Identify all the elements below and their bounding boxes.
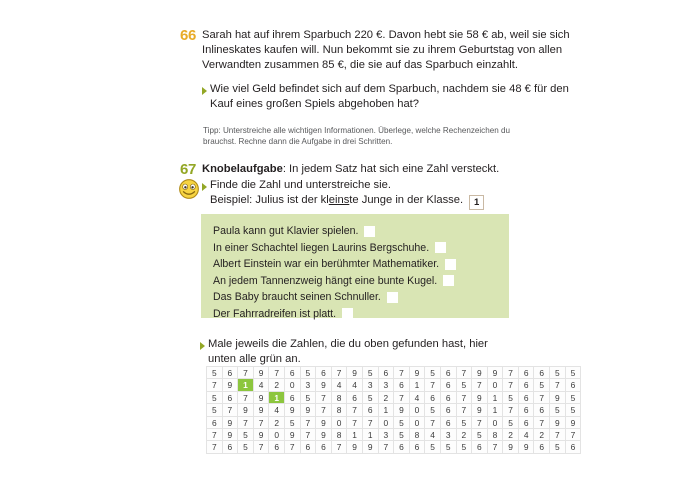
grid-cell[interactable]: 9 bbox=[285, 404, 301, 416]
grid-cell[interactable]: 7 bbox=[332, 441, 348, 453]
grid-cell[interactable]: 5 bbox=[394, 417, 410, 429]
grid-cell[interactable]: 7 bbox=[223, 404, 239, 416]
grid-cell[interactable]: 7 bbox=[534, 417, 550, 429]
grid-cell[interactable]: 7 bbox=[503, 404, 519, 416]
grid-cell[interactable]: 6 bbox=[441, 379, 457, 391]
sentence-row bbox=[213, 289, 497, 306]
grid-cell[interactable]: 7 bbox=[472, 379, 488, 391]
grid-cell[interactable]: 9 bbox=[223, 417, 239, 429]
grid-cell[interactable]: 1 bbox=[363, 429, 379, 441]
grid-cell[interactable]: 7 bbox=[394, 392, 410, 404]
example-answer-box[interactable]: 1 bbox=[469, 195, 484, 210]
grid-cell[interactable]: 4 bbox=[425, 429, 441, 441]
grid-cell[interactable]: 7 bbox=[472, 417, 488, 429]
grid-cell[interactable]: 5 bbox=[394, 429, 410, 441]
grid-cell[interactable]: 9 bbox=[550, 417, 566, 429]
grid-cell[interactable]: 9 bbox=[363, 441, 379, 453]
smiley-face-icon bbox=[178, 178, 200, 200]
grid-cell[interactable]: 5 bbox=[441, 441, 457, 453]
sentence-row bbox=[213, 273, 497, 290]
grid-cell[interactable]: 7 bbox=[457, 367, 473, 379]
grid-cell[interactable]: 4 bbox=[332, 379, 348, 391]
grid-cell[interactable]: 6 bbox=[316, 367, 332, 379]
exercise-66 bbox=[180, 28, 580, 112]
exercise-67-title: Knobelaufgabe bbox=[202, 163, 283, 175]
grid-cell[interactable]: 5 bbox=[425, 441, 441, 453]
grid-cell[interactable]: 5 bbox=[503, 392, 519, 404]
exercise-67-instruction-line bbox=[202, 178, 582, 193]
sentence-checkbox[interactable] bbox=[387, 292, 398, 303]
sentence-row bbox=[213, 256, 497, 273]
sentence-text: Das Baby braucht seinen Schnuller. bbox=[213, 291, 381, 304]
grid-cell[interactable]: 5 bbox=[550, 404, 566, 416]
sentence-text: Albert Einstein war ein berühmter Mathematiker. bbox=[213, 258, 440, 271]
grid-cell[interactable]: 5 bbox=[457, 441, 473, 453]
grid-cell[interactable]: 4 bbox=[410, 392, 426, 404]
grid-cell[interactable]: 8 bbox=[332, 404, 348, 416]
grid-cell[interactable]: 6 bbox=[394, 379, 410, 391]
exercise-67-body bbox=[202, 162, 580, 177]
exercise-67-title-rest: : In jedem Satz hat sich eine Zahl versteckt. bbox=[282, 163, 500, 175]
grid-cell[interactable]: 9 bbox=[472, 404, 488, 416]
grid-cell[interactable]: 6 bbox=[472, 441, 488, 453]
grid-cell[interactable]: 5 bbox=[363, 392, 379, 404]
grid-cell[interactable]: 6 bbox=[519, 392, 535, 404]
grid-cell[interactable]: 9 bbox=[223, 379, 239, 391]
grid-cell[interactable]: 9 bbox=[316, 429, 332, 441]
exercise-67 bbox=[180, 162, 580, 178]
grid-cell[interactable]: 6 bbox=[566, 441, 582, 453]
exercise-66-tip: Tipp: Unterstreiche alle wichtigen Informationen. Überlege, welche Rechenzeichen du brauchst. Rechne dann die Aufgabe in drei Schritten. bbox=[203, 126, 510, 146]
grid-cell[interactable]: 6 bbox=[519, 417, 535, 429]
grid-cell[interactable]: 6 bbox=[519, 379, 535, 391]
grid-cell[interactable]: 7 bbox=[254, 441, 270, 453]
grid-cell[interactable]: 7 bbox=[316, 392, 332, 404]
grid-cell[interactable]: 6 bbox=[269, 441, 285, 453]
grid-cell[interactable]: 0 bbox=[410, 404, 426, 416]
grid-cell[interactable]: 9 bbox=[254, 404, 270, 416]
grid-cell[interactable]: 6 bbox=[207, 417, 223, 429]
grid-cell[interactable]: 5 bbox=[566, 367, 582, 379]
grid-cell[interactable]: 8 bbox=[332, 392, 348, 404]
grid-cell[interactable]: 6 bbox=[301, 441, 317, 453]
grid-cell[interactable]: 1 bbox=[488, 392, 504, 404]
grid-cell[interactable]: 7 bbox=[457, 404, 473, 416]
exercise-66-question-line bbox=[202, 82, 580, 112]
grid-cell[interactable]: 5 bbox=[301, 367, 317, 379]
sentences-green-box bbox=[201, 214, 509, 318]
grid-cell[interactable]: 7 bbox=[488, 441, 504, 453]
grid-cell[interactable]: 7 bbox=[332, 367, 348, 379]
grid-cell[interactable]: 6 bbox=[347, 392, 363, 404]
grid-cell[interactable]: 7 bbox=[503, 367, 519, 379]
grid-cell[interactable]: 1 bbox=[269, 392, 285, 404]
grid-cell[interactable]: 7 bbox=[238, 392, 254, 404]
grid-cell[interactable]: 7 bbox=[379, 441, 395, 453]
grid-cell[interactable]: 5 bbox=[550, 367, 566, 379]
sentence-row bbox=[213, 306, 497, 323]
example-hidden-number: eins bbox=[328, 194, 350, 207]
exercise-66-paragraph: Sarah hat auf ihrem Sparbuch 220 €. Davon hebt sie 58 € ab, weil sie sich Inlineskates kaufen will. Nun bekommt sie zu ihrem Geburtstag von allen Verwandten zusammen 85 €, die sie auf das Sparbuch einzahlt. bbox=[202, 29, 570, 72]
grid-cell[interactable]: 7 bbox=[363, 417, 379, 429]
grid-cell[interactable]: 7 bbox=[394, 367, 410, 379]
grid-cell[interactable]: 7 bbox=[254, 417, 270, 429]
sentence-row bbox=[213, 223, 497, 240]
grid-cell[interactable]: 6 bbox=[441, 404, 457, 416]
grid-cell[interactable]: 6 bbox=[519, 367, 535, 379]
grid-cell[interactable]: 9 bbox=[316, 417, 332, 429]
grid-cell[interactable]: 9 bbox=[503, 441, 519, 453]
grid-cell[interactable]: 2 bbox=[379, 392, 395, 404]
grid-cell[interactable]: 7 bbox=[550, 429, 566, 441]
grid-cell[interactable]: 5 bbox=[425, 367, 441, 379]
sentence-row bbox=[213, 240, 497, 257]
grid-cell[interactable]: 1 bbox=[238, 379, 254, 391]
sentence-text: An jedem Tannenzweig hängt eine bunte Kugel. bbox=[213, 274, 438, 287]
grid-cell[interactable]: 4 bbox=[347, 379, 363, 391]
grid-cell[interactable]: 7 bbox=[534, 392, 550, 404]
grid-cell[interactable]: 9 bbox=[316, 379, 332, 391]
grid-cell[interactable]: 7 bbox=[301, 429, 317, 441]
grid-cell[interactable]: 6 bbox=[223, 441, 239, 453]
grid-cell[interactable]: 6 bbox=[441, 367, 457, 379]
number-grid[interactable] bbox=[206, 366, 581, 454]
grid-cell[interactable]: 6 bbox=[285, 392, 301, 404]
grid-cell[interactable]: 7 bbox=[550, 379, 566, 391]
grid-cell[interactable]: 5 bbox=[472, 429, 488, 441]
grid-cell[interactable]: 5 bbox=[238, 429, 254, 441]
grid-cell[interactable]: 0 bbox=[269, 429, 285, 441]
grid-cell[interactable]: 1 bbox=[488, 404, 504, 416]
grid-cell[interactable]: 9 bbox=[254, 392, 270, 404]
grid-cell[interactable]: 7 bbox=[269, 367, 285, 379]
exercise-67-number: 67 bbox=[180, 161, 197, 178]
grid-cell[interactable]: 6 bbox=[441, 392, 457, 404]
color-instruction-line bbox=[200, 337, 500, 367]
sentence-checkbox[interactable] bbox=[445, 259, 456, 270]
exercise-67-instruction: Finde die Zahl und unterstreiche sie. bbox=[210, 179, 391, 191]
grid-cell[interactable]: 0 bbox=[332, 417, 348, 429]
grid-cell[interactable]: 9 bbox=[254, 429, 270, 441]
grid-cell[interactable]: 3 bbox=[363, 379, 379, 391]
grid-cell[interactable]: 7 bbox=[347, 404, 363, 416]
grid-cell[interactable]: 5 bbox=[425, 404, 441, 416]
grid-cell[interactable]: 0 bbox=[379, 417, 395, 429]
grid-cell[interactable]: 4 bbox=[269, 404, 285, 416]
grid-cell[interactable]: 9 bbox=[238, 404, 254, 416]
grid-cell[interactable]: 7 bbox=[425, 379, 441, 391]
grid-cell[interactable]: 6 bbox=[223, 392, 239, 404]
grid-cell[interactable]: 9 bbox=[472, 367, 488, 379]
grid-cell[interactable]: 6 bbox=[441, 417, 457, 429]
grid-cell[interactable]: 0 bbox=[410, 417, 426, 429]
grid-cell[interactable]: 5 bbox=[503, 417, 519, 429]
example-prefix: Beispiel: Julius ist der kl bbox=[210, 194, 329, 207]
grid-cell[interactable]: 7 bbox=[457, 392, 473, 404]
grid-cell[interactable]: 7 bbox=[301, 417, 317, 429]
grid-cell[interactable]: 7 bbox=[207, 441, 223, 453]
grid-cell[interactable]: 9 bbox=[410, 367, 426, 379]
grid-cell[interactable]: 7 bbox=[285, 441, 301, 453]
grid-cell[interactable]: 4 bbox=[254, 379, 270, 391]
grid-cell[interactable]: 7 bbox=[207, 429, 223, 441]
grid-cell[interactable]: 6 bbox=[223, 367, 239, 379]
sentence-checkbox[interactable] bbox=[435, 242, 446, 253]
grid-cell[interactable]: 5 bbox=[207, 404, 223, 416]
exercise-67-heading bbox=[202, 162, 580, 177]
grid-cell[interactable]: 5 bbox=[207, 367, 223, 379]
grid-cell[interactable]: 8 bbox=[332, 429, 348, 441]
grid-cell[interactable]: 5 bbox=[285, 417, 301, 429]
grid-cell[interactable]: 5 bbox=[566, 392, 582, 404]
grid-cell[interactable]: 6 bbox=[410, 441, 426, 453]
grid-cell[interactable]: 8 bbox=[410, 429, 426, 441]
grid-cell[interactable]: 3 bbox=[301, 379, 317, 391]
grid-cell[interactable]: 3 bbox=[441, 429, 457, 441]
grid-cell[interactable]: 2 bbox=[503, 429, 519, 441]
sentence-checkbox[interactable] bbox=[342, 308, 353, 319]
grid-cell[interactable]: 4 bbox=[519, 429, 535, 441]
grid-cell[interactable]: 2 bbox=[457, 429, 473, 441]
grid-cell[interactable]: 6 bbox=[316, 441, 332, 453]
grid-cell[interactable]: 6 bbox=[534, 404, 550, 416]
example-suffix: te Junge in der Klasse. bbox=[349, 194, 464, 207]
grid-cell[interactable]: 2 bbox=[269, 417, 285, 429]
grid-cell[interactable]: 9 bbox=[301, 404, 317, 416]
grid-cell[interactable]: 7 bbox=[566, 429, 582, 441]
grid-cell[interactable]: 7 bbox=[347, 417, 363, 429]
triangle-bullet-icon bbox=[202, 183, 207, 191]
grid-cell[interactable]: 6 bbox=[519, 404, 535, 416]
grid-cell[interactable]: 9 bbox=[519, 441, 535, 453]
grid-cell[interactable]: 6 bbox=[285, 367, 301, 379]
grid-cell[interactable]: 7 bbox=[503, 379, 519, 391]
grid-cell[interactable]: 9 bbox=[566, 417, 582, 429]
grid-cell[interactable]: 9 bbox=[223, 429, 239, 441]
grid-cell[interactable]: 9 bbox=[254, 367, 270, 379]
grid-cell[interactable]: 5 bbox=[550, 441, 566, 453]
grid-cell[interactable]: 7 bbox=[207, 379, 223, 391]
grid-cell[interactable]: 1 bbox=[379, 404, 395, 416]
grid-cell[interactable]: 5 bbox=[566, 404, 582, 416]
sentence-text: Der Fahrradreifen ist platt. bbox=[213, 307, 337, 320]
grid-cell[interactable]: 0 bbox=[488, 417, 504, 429]
grid-cell[interactable]: 5 bbox=[534, 379, 550, 391]
grid-cell[interactable]: 9 bbox=[347, 367, 363, 379]
grid-cell[interactable]: 7 bbox=[316, 404, 332, 416]
sentence-text: Paula kann gut Klavier spielen. bbox=[213, 225, 359, 238]
grid-cell[interactable]: 7 bbox=[238, 367, 254, 379]
grid-cell[interactable]: 5 bbox=[363, 367, 379, 379]
color-instruction: Male jeweils die Zahlen, die du oben gefunden hast, hier unten alle grün an. bbox=[208, 338, 488, 366]
grid-cell[interactable]: 6 bbox=[425, 392, 441, 404]
grid-cell[interactable]: 2 bbox=[269, 379, 285, 391]
grid-cell[interactable]: 5 bbox=[457, 379, 473, 391]
grid-cell[interactable]: 6 bbox=[534, 441, 550, 453]
triangle-bullet-icon bbox=[200, 342, 205, 350]
grid-cell[interactable]: 8 bbox=[488, 429, 504, 441]
grid-cell[interactable]: 3 bbox=[379, 429, 395, 441]
exercise-66-question: Wie viel Geld befindet sich auf dem Sparbuch, nachdem sie 48 € für den Kauf eines großen Spiels abgehoben hat? bbox=[210, 82, 569, 110]
grid-cell[interactable]: 5 bbox=[301, 392, 317, 404]
grid-cell[interactable]: 5 bbox=[207, 392, 223, 404]
exercise-66-number: 66 bbox=[180, 27, 197, 44]
grid-cell[interactable]: 6 bbox=[379, 367, 395, 379]
grid-cell[interactable]: 5 bbox=[238, 441, 254, 453]
grid-cell[interactable]: 6 bbox=[394, 441, 410, 453]
exercise-67-instruction-block bbox=[202, 178, 582, 210]
grid-cell[interactable]: 9 bbox=[488, 367, 504, 379]
grid-cell[interactable]: 9 bbox=[285, 429, 301, 441]
grid-cell[interactable]: 9 bbox=[347, 441, 363, 453]
sentence-text: In einer Schachtel liegen Laurins Bergschuhe. bbox=[213, 241, 430, 254]
grid-cell[interactable]: 1 bbox=[410, 379, 426, 391]
grid-cell[interactable]: 7 bbox=[425, 417, 441, 429]
grid-cell[interactable]: 6 bbox=[534, 367, 550, 379]
grid-cell[interactable]: 5 bbox=[457, 417, 473, 429]
grid-cell[interactable]: 0 bbox=[488, 379, 504, 391]
sentence-checkbox[interactable] bbox=[364, 226, 375, 237]
triangle-bullet-icon bbox=[202, 87, 207, 95]
grid-cell[interactable]: 0 bbox=[285, 379, 301, 391]
grid-cell[interactable]: 6 bbox=[566, 379, 582, 391]
grid-cell[interactable]: 1 bbox=[347, 429, 363, 441]
exercise-66-body bbox=[202, 28, 580, 112]
exercise-67-example-line bbox=[202, 193, 582, 210]
grid-cell[interactable]: 9 bbox=[394, 404, 410, 416]
grid-cell[interactable]: 9 bbox=[550, 392, 566, 404]
grid-cell[interactable]: 7 bbox=[238, 417, 254, 429]
grid-cell[interactable]: 2 bbox=[534, 429, 550, 441]
sentence-checkbox[interactable] bbox=[443, 275, 454, 286]
grid-cell[interactable]: 9 bbox=[472, 392, 488, 404]
grid-cell[interactable]: 3 bbox=[379, 379, 395, 391]
grid-cell[interactable]: 6 bbox=[363, 404, 379, 416]
